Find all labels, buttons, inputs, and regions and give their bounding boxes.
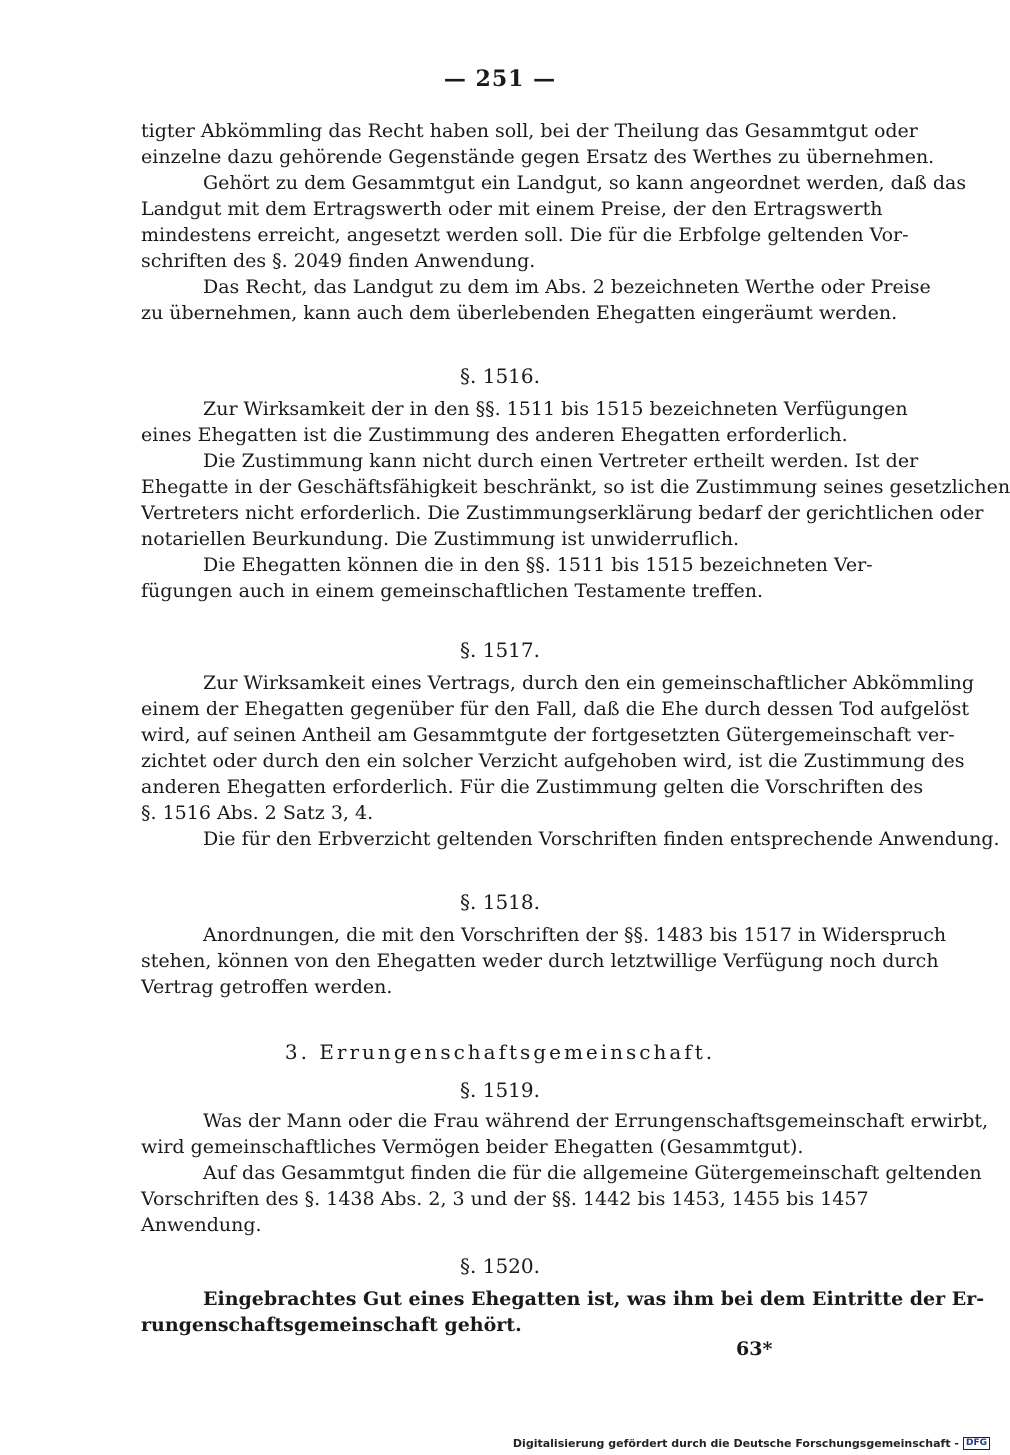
- digitization-footer: [513, 1437, 990, 1450]
- text-line: einem der Ehegatten gegenüber für den Fall, daß die Ehe durch dessen Tod aufgelöst: [141, 698, 970, 720]
- text-line: Ehegatte in der Geschäftsfähigkeit beschränkt, so ist die Zustimmung seines gesetzlichen: [141, 476, 1010, 498]
- text-line: Anordnungen, die mit den Vorschriften der §§. 1483 bis 1517 in Widerspruch: [203, 924, 947, 946]
- section-heading-1516: §. 1516.: [460, 364, 540, 388]
- text-line: tigter Abkömmling das Recht haben soll, bei der Theilung das Gesammtgut oder: [141, 120, 918, 142]
- text-line: einzelne dazu gehörende Gegenstände gegen Ersatz des Werthes zu übernehmen.: [141, 146, 935, 168]
- text-line: Anwendung.: [141, 1214, 262, 1236]
- text-line: wird gemeinschaftliches Vermögen beider Ehegatten (Gesammtgut).: [141, 1136, 804, 1158]
- text-line: wird, auf seinen Antheil am Gesammtgute der fortgesetzten Gütergemeinschaft ver-: [141, 724, 955, 746]
- section-body-1520: [141, 1286, 985, 1338]
- section-heading-1519: §. 1519.: [460, 1078, 540, 1102]
- section-heading-1517: §. 1517.: [460, 638, 540, 662]
- signature-mark: 63*: [736, 1338, 773, 1360]
- text-line: Vertreters nicht erforderlich. Die Zustimmungserklärung bedarf der gerichtlichen oder: [141, 502, 984, 524]
- text-line: Das Recht, das Landgut zu dem im Abs. 2 bezeichneten Werthe oder Preise: [203, 276, 931, 298]
- text-line: stehen, können von den Ehegatten weder durch letztwillige Verfügung noch durch: [141, 950, 939, 972]
- text-line: Vertrag getroffen werden.: [141, 976, 393, 998]
- footer-text: Digitalisierung gefördert durch die Deutsche Forschungsgemeinschaft -: [512, 1437, 959, 1450]
- text-line: Die für den Erbverzicht geltenden Vorschriften finden entsprechende Anwendung.: [203, 828, 1000, 850]
- text-line: Die Zustimmung kann nicht durch einen Vertreter ertheilt werden. Ist der: [203, 450, 919, 472]
- chapter-heading: 3. Errungenschaftsgemeinschaft.: [284, 1040, 716, 1064]
- paragraph-continuation: [141, 118, 967, 326]
- text-line: §. 1516 Abs. 2 Satz 3, 4.: [141, 802, 374, 824]
- section-body-1516: [141, 396, 1010, 604]
- text-line: Die Ehegatten können die in den §§. 1511 bis 1515 bezeichneten Ver-: [203, 554, 873, 576]
- text-line: Landgut mit dem Ertragswerth oder mit einem Preise, der den Ertragswerth: [141, 198, 883, 220]
- text-line: notariellen Beurkundung. Die Zustimmung ist unwiderruflich.: [141, 528, 740, 550]
- section-body-1517: [141, 670, 1000, 852]
- text-line: Auf das Gesammtgut finden die für die allgemeine Gütergemeinschaft geltenden: [203, 1162, 982, 1184]
- text-line: Zur Wirksamkeit der in den §§. 1511 bis 1515 bezeichneten Verfügungen: [203, 398, 908, 420]
- text-line: eines Ehegatten ist die Zustimmung des anderen Ehegatten erforderlich.: [141, 424, 848, 446]
- text-line: Zur Wirksamkeit eines Vertrags, durch den ein gemeinschaftlicher Abkömmling: [203, 672, 975, 694]
- dfg-logo-icon: DFG: [963, 1437, 990, 1450]
- text-line: fügungen auch in einem gemeinschaftlichen Testamente treffen.: [141, 580, 763, 602]
- text-line: zu übernehmen, kann auch dem überlebenden Ehegatten eingeräumt werden.: [141, 302, 898, 324]
- text-line: Was der Mann oder die Frau während der Errungenschaftsgemeinschaft erwirbt,: [203, 1110, 989, 1132]
- text-line: Gehört zu dem Gesammtgut ein Landgut, so kann angeordnet werden, daß das: [203, 172, 967, 194]
- text-line: zichtet oder durch den ein solcher Verzicht aufgehoben wird, ist die Zustimmung des: [141, 750, 965, 772]
- section-body-1519: [141, 1108, 989, 1238]
- text-line: rungenschaftsgemeinschaft gehört.: [141, 1314, 522, 1336]
- section-body-1518: [141, 922, 947, 1000]
- text-line: mindestens erreicht, angesetzt werden soll. Die für die Erbfolge geltenden Vor-: [141, 224, 909, 246]
- text-line: anderen Ehegatten erforderlich. Für die Zustimmung gelten die Vorschriften des: [141, 776, 924, 798]
- page-number: — 251 —: [443, 66, 557, 92]
- section-heading-1518: §. 1518.: [460, 890, 540, 914]
- text-line: Eingebrachtes Gut eines Ehegatten ist, was ihm bei dem Eintritte der Er-: [203, 1288, 985, 1310]
- text-line: Vorschriften des §. 1438 Abs. 2, 3 und der §§. 1442 bis 1453, 1455 bis 1457: [141, 1188, 869, 1210]
- text-line: schriften des §. 2049 finden Anwendung.: [141, 250, 536, 272]
- section-heading-1520: §. 1520.: [460, 1254, 540, 1278]
